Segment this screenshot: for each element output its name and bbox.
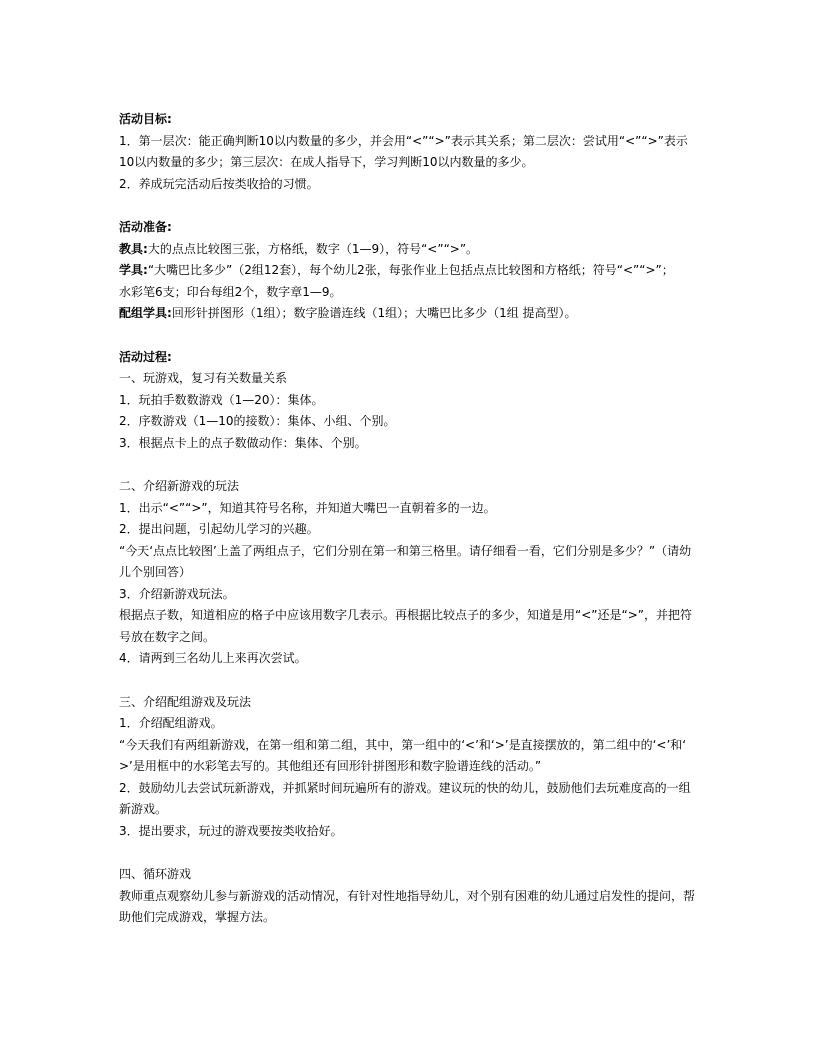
section-2-item: 1．出示“<”“>”，知道其符号名称，并知道大嘴巴一直朝着多的一边。 xyxy=(119,500,496,515)
section-3-item: 2．鼓励幼儿去尝试玩新游戏，并抓紧时间玩遍所有的游戏。建议玩的快的幼儿，鼓励他们去玩难度高的一组 xyxy=(119,780,691,795)
spacer xyxy=(119,842,699,864)
spacer xyxy=(119,325,699,347)
prep-learning-cont: 水彩笔6支；印台每组2个，数字章1—9。 xyxy=(119,284,342,299)
prep-extra-text: 回形针拼图形（1组）；数字脸谱连线（1组）；大嘴巴比多少（1组 提高型）。 xyxy=(171,306,577,320)
section-2-item: “今天‘点点比较图’上盖了两组点子，它们分别在第一和第三格里。请仔细看一看，它们分别是多少？”（请幼 xyxy=(119,543,692,558)
section-2-item: 根据点子数，知道相应的格子中应该用数字几表示。再根据比较点子的多少，知道是用“<”还是“>”，并把符 xyxy=(119,608,692,622)
spacer xyxy=(119,670,699,692)
goals-line-3: 2．养成玩完活动后按类收拾的习惯。 xyxy=(119,176,319,191)
section-4-item: 助他们完成游戏，掌握方法。 xyxy=(119,910,276,924)
section-2-item: 号放在数字之间。 xyxy=(119,629,216,644)
section-2-item: 2．提出问题，引起幼儿学习的兴趣。 xyxy=(119,522,319,536)
section-3-item: >’是用框中的水彩笔去写的。其他组还有回形针拼图形和数字脸谱连线的活动。” xyxy=(119,759,542,773)
section-4-item: 教师重点观察幼儿参与新游戏的活动情况，有针对性地指导幼儿，对个别有困难的幼儿通过启发性的提问，帮 xyxy=(119,888,696,903)
section-3-item: 新游戏。 xyxy=(119,802,168,816)
section-1-item: 3．根据点卡上的点子数做动作：集体、个别。 xyxy=(119,435,367,450)
prep-teaching xyxy=(119,239,699,261)
section-1-title: 一、玩游戏，复习有关数量关系 xyxy=(119,371,288,385)
spacer xyxy=(119,454,699,476)
section-3-title: 三、介绍配组游戏及玩法 xyxy=(119,694,252,709)
process-heading: 活动过程: xyxy=(119,349,172,364)
goals-heading: 活动目标: xyxy=(119,112,172,126)
section-3-item: “今天我们有两组新游戏，在第一组和第二组，其中，第一组中的‘<’和‘>’是直接摆放的，第二组中的‘<’和‘ xyxy=(119,737,687,752)
section-4-title: 四、循环游戏 xyxy=(119,867,192,881)
section-2-item: 4．请两到三名幼儿上来再次尝试。 xyxy=(119,651,307,665)
prep-heading: 活动准备: xyxy=(119,220,172,234)
prep-teaching-label: 教具: xyxy=(119,241,148,256)
goals-line-2: 10以内数量的多少；第三层次：在成人指导下，学习判断10以内数量的多少。 xyxy=(119,155,534,169)
goals-line-1: 1．第一层次：能正确判断10以内数量的多少，并会用“<”“>”表示其关系；第二层次：尝试用“<”“>”表示 xyxy=(119,133,688,148)
section-2-item: 3．介绍新游戏玩法。 xyxy=(119,586,235,601)
section-1-item: 2．序数游戏（1—10的接数）：集体、小组、个别。 xyxy=(119,414,396,428)
section-2-item: 儿个别回答） xyxy=(119,565,192,579)
prep-learning xyxy=(119,260,699,282)
document-page xyxy=(119,109,699,929)
prep-extra xyxy=(119,303,699,325)
section-1-item: 1．玩拍手数数游戏（1—20）：集体。 xyxy=(119,392,324,407)
section-3-item: 1．介绍配组游戏。 xyxy=(119,716,223,730)
prep-teaching-text: 大的点点比较图三张，方格纸，数字（1—9），符号“<”“>”。 xyxy=(147,241,479,256)
prep-extra-label: 配组学具: xyxy=(119,306,172,320)
prep-learning-label: 学具: xyxy=(119,263,148,277)
section-2-title: 二、介绍新游戏的玩法 xyxy=(119,479,240,493)
spacer xyxy=(119,195,699,217)
prep-learning-text: “大嘴巴比多少”（2组12套），每个幼儿2张，每张作业上包括点点比较图和方格纸；符号“<”“>”； xyxy=(147,263,674,277)
section-3-item: 3．提出要求，玩过的游戏要按类收拾好。 xyxy=(119,823,343,838)
